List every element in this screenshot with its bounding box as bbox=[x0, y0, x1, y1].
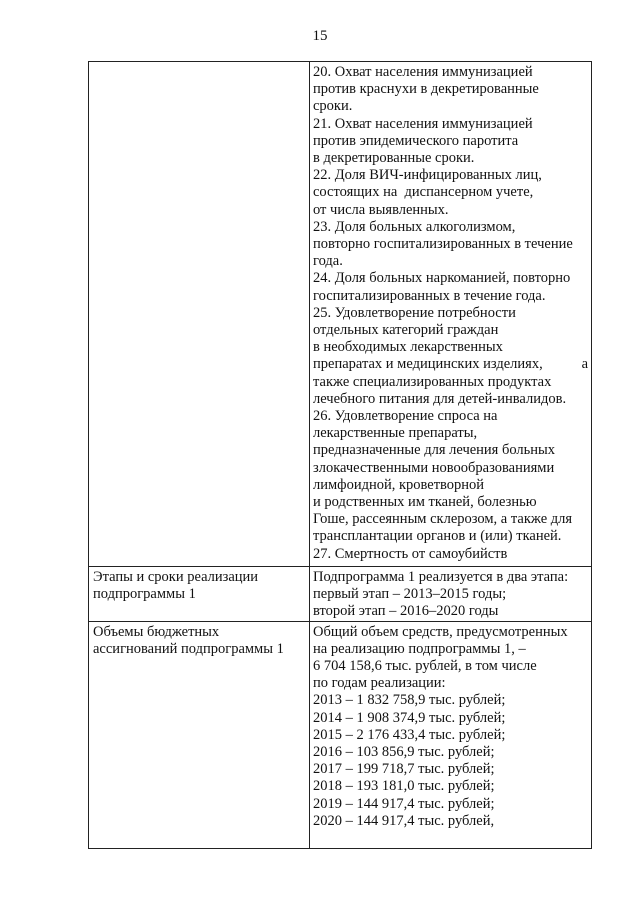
indicators-item-line: состоящих на диспансерном учете, bbox=[313, 184, 534, 201]
budget-label-line: Объемы бюджетных bbox=[93, 623, 220, 640]
budget-item-line: 2014 – 1 908 374,9 тыс. рублей; bbox=[313, 709, 506, 726]
budget-item-line: 2016 – 103 856,9 тыс. рублей; bbox=[313, 744, 495, 761]
indicators-item-line: также специализированных продуктах bbox=[313, 373, 552, 390]
indicators-item-line: 26. Удовлетворение спроса на bbox=[313, 408, 498, 425]
indicators-item-line: 23. Доля больных алкоголизмом, bbox=[313, 218, 516, 235]
indicators-item-line: 22. Доля ВИЧ-инфицированных лиц, bbox=[313, 167, 542, 184]
indicators-item-line: от числа выявленных. bbox=[313, 201, 449, 218]
budget-value-cell bbox=[310, 621, 592, 848]
budget-item-line: 2019 – 144 917,4 тыс. рублей; bbox=[313, 795, 495, 812]
indicators-item-line: против краснухи в декретированные bbox=[313, 81, 539, 98]
indicators-item-line: в декретированные сроки. bbox=[313, 150, 475, 167]
budget-item-line: на реализацию подпрограммы 1, – bbox=[313, 640, 526, 657]
stages-label bbox=[89, 567, 309, 603]
budget-item-line: 2020 – 144 917,4 тыс. рублей, bbox=[313, 812, 495, 829]
indicators-item-line: против эпидемического паротита bbox=[313, 132, 519, 149]
indicators-item-line: 21. Охват населения иммунизацией bbox=[313, 115, 533, 132]
indicators-item-line-text: препаратах и медицинских изделиях, bbox=[313, 356, 543, 373]
stages-text bbox=[310, 567, 591, 621]
stages-item-line: Подпрограмма 1 реализуется в два этапа: bbox=[313, 569, 569, 585]
budget-item-line: 2017 – 199 718,7 тыс. рублей; bbox=[313, 761, 495, 778]
indicators-item-line: сроки. bbox=[313, 98, 353, 115]
table-row-budget bbox=[89, 621, 592, 848]
budget-item-line: 2015 – 2 176 433,4 тыс. рублей; bbox=[313, 726, 506, 743]
page-number: 15 bbox=[312, 28, 328, 44]
stages-label-cell bbox=[89, 567, 310, 622]
indicators-item-line: и родственных им тканей, болезнью bbox=[313, 494, 537, 511]
indicators-value-cell bbox=[310, 62, 592, 567]
indicators-label bbox=[89, 62, 309, 64]
budget-label bbox=[89, 622, 309, 658]
indicators-label-cell bbox=[89, 62, 310, 567]
budget-label-line: ассигнований подпрограммы 1 bbox=[93, 640, 284, 657]
indicators-item-line: лимфоидной, кроветворной bbox=[313, 476, 485, 493]
stages-label-line: Этапы и сроки реализации bbox=[93, 569, 259, 585]
indicators-item-line: года. bbox=[313, 253, 343, 270]
budget-item-line: по годам реализации: bbox=[313, 675, 446, 692]
passport-table bbox=[88, 61, 592, 849]
indicators-item-line: 24. Доля больных наркоманией, повторно bbox=[313, 270, 571, 287]
budget-item-line: Общий объем средств, предусмотренных bbox=[313, 623, 568, 640]
budget-label-cell bbox=[89, 621, 310, 848]
indicators-item-line: трансплантации органов и (или) тканей. bbox=[313, 528, 562, 545]
indicators-item-line: Гоше, рассеянным склерозом, а также для bbox=[313, 511, 573, 528]
stages-label-line: подпрограммы 1 bbox=[93, 586, 196, 603]
budget-item-line: 6 704 158,6 тыс. рублей, в том числе bbox=[313, 658, 537, 675]
indicators-item-line: 27. Смертность от самоубийств bbox=[313, 545, 508, 562]
stages-item-line: первый этап – 2013–2015 годы; bbox=[313, 586, 507, 603]
indicators-item-line: предназначенные для лечения больных bbox=[313, 442, 556, 459]
indicators-item-line: в необходимых лекарственных bbox=[313, 339, 503, 356]
indicators-item-line: 25. Удовлетворение потребности bbox=[313, 304, 516, 321]
indicators-item-line: госпитализированных в течение года. bbox=[313, 287, 546, 304]
table-row-stages bbox=[89, 567, 592, 622]
indicators-list bbox=[310, 62, 591, 563]
budget-item-line: 2013 – 1 832 758,9 тыс. рублей; bbox=[313, 692, 506, 709]
indicators-item-line: лекарственные препараты, bbox=[313, 425, 478, 442]
stages-item-line: второй этап – 2016–2020 годы bbox=[313, 603, 499, 620]
budget-text bbox=[310, 622, 591, 830]
stages-value-cell bbox=[310, 567, 592, 622]
indicators-item-line: отдельных категорий граждан bbox=[313, 322, 499, 339]
indicators-item-line-suffix: а bbox=[581, 356, 588, 373]
indicators-item-line: лечебного питания для детей-инвалидов. bbox=[313, 390, 567, 407]
indicators-item-line bbox=[313, 356, 588, 373]
indicators-item-line: 20. Охват населения иммунизацией bbox=[313, 64, 533, 80]
budget-item-line: 2018 – 193 181,0 тыс. рублей; bbox=[313, 778, 495, 795]
indicators-item-line: повторно госпитализированных в течение bbox=[313, 236, 573, 253]
table-row-indicators bbox=[89, 62, 592, 567]
indicators-item-line: злокачественными новообразованиями bbox=[313, 459, 555, 476]
